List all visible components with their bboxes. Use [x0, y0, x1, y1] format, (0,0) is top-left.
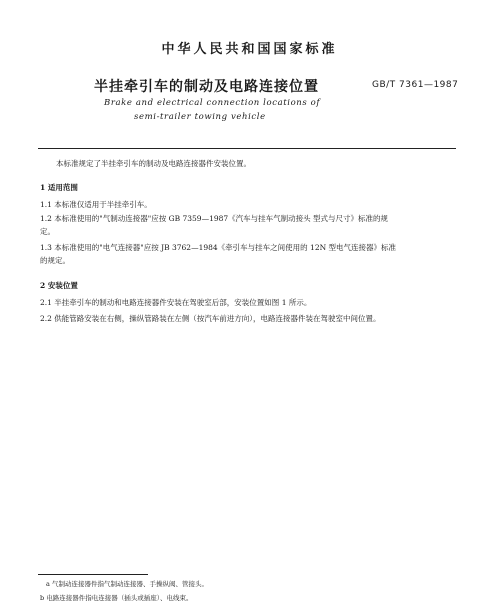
header-rule	[38, 148, 456, 149]
clause-1-3-line1: 1.3 本标准使用的"电气连接器"应按 JB 3762—1984《牵引车与挂车之间使用的 12N 型电气连接器》标准	[40, 243, 397, 252]
footnote-2: b 电路连接器件指电连接器（插头或插座）、电线束。	[40, 594, 193, 602]
standard-title-english-line2: semi-trailer towing vehicle	[134, 112, 266, 122]
clause-1-1: 1.1 本标准仅适用于半挂牵引车。	[40, 200, 152, 209]
standard-title-chinese: 半挂牵引车的制动及电路连接位置	[94, 79, 319, 95]
intro-paragraph: 本标准规定了半挂牵引车的制动及电路连接器件安装位置。	[56, 159, 251, 168]
clause-1-2-line2: 定。	[40, 227, 55, 236]
footnote-1: a 气制动连接器件指气制动连接器、手操纵阀、管接头。	[46, 580, 208, 588]
clause-2-2: 2.2 供能管路安装在右侧，操纵管路装在左侧（按汽车前进方向），电路连接器件装在驾驶室中间位置。	[40, 314, 381, 323]
issuing-body: 中华人民共和国国家标准	[161, 42, 338, 57]
clause-1-3-line2: 的规定。	[40, 256, 70, 265]
section-1-heading: 1 适用范围	[40, 183, 78, 192]
standard-title-english-line1: Brake and electrical connection locations of	[104, 98, 321, 108]
clause-2-1: 2.1 半挂牵引车的制动和电路连接器件安装在驾驶室后部，安装位置如图 1 所示。	[40, 298, 312, 307]
clause-1-2-line1: 1.2 本标准使用的"气制动连接器"应按 GB 7359—1987《汽车与挂车气制动接头 型式与尺寸》标准的规	[40, 214, 389, 223]
section-2-heading: 2 安装位置	[40, 281, 78, 290]
standard-number: GB/T 7361—1987	[372, 80, 459, 90]
footnote-rule	[38, 574, 148, 575]
